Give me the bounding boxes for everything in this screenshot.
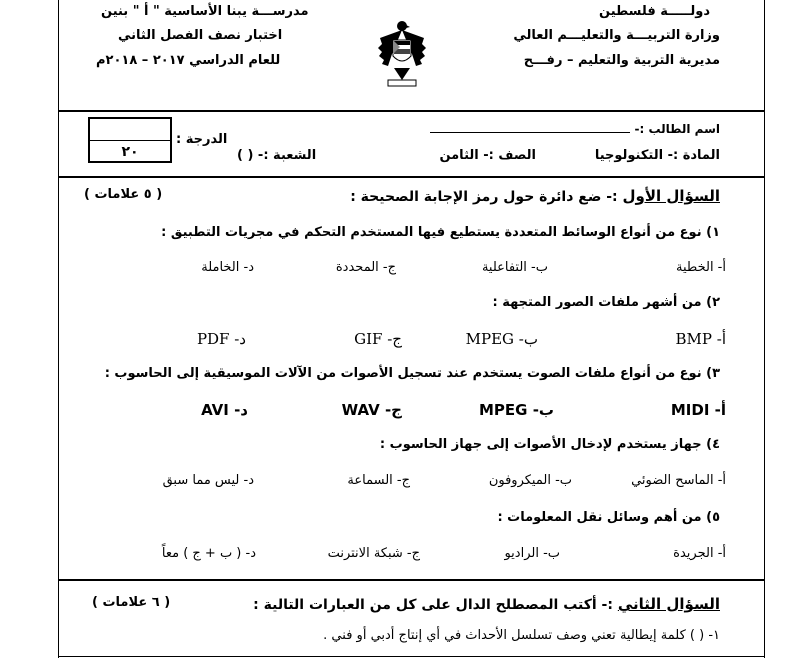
q4-option-d[interactable]: د- ليس مما سبق [162,473,254,488]
q3-option-a[interactable] [671,400,726,419]
question-1: ١) نوع من أنواع الوسائط المتعددة يستطيع فيها المستخدم التحكم في مجريات التطبيق : [161,225,720,240]
q3-option-b-text: ب- MPEG [478,401,554,419]
q2-option-a[interactable] [676,329,727,348]
q3-option-d-text: د- AVI [201,401,248,419]
section-divider [58,579,765,581]
q3-option-c[interactable] [342,400,402,419]
s2-item-1-number: ١- [708,628,720,643]
q5-option-c[interactable]: ج- شبكة الانترنت [327,546,420,561]
q5-option-d[interactable]: د- ( ب + ج ) معاً [161,546,256,561]
student-name-field[interactable] [430,132,630,133]
question-5: ٥) من أهم وسائل نقل المعلومات : [497,510,720,525]
score-divider [90,140,170,141]
section-label: الشعبة :- ( ) [237,148,317,163]
section2-title-main: السؤال الثاني [617,595,720,613]
question-2: ٢) من أشهر ملفات الصور المتجهة : [492,295,720,310]
q3-option-b[interactable] [479,400,554,419]
q1-option-b[interactable]: ب- التفاعلية [481,260,548,275]
grade-level-label: الصف :- الثامن [439,148,536,163]
directorate-name: مديرية التربية والتعليم – رفـــح [523,53,720,68]
q2-option-d[interactable] [197,329,246,348]
subject-label: المادة :- التكنولوجيا [594,148,720,163]
q2-option-a-text: أ- BMP [675,330,726,348]
q1-option-c[interactable]: ج- المحددة [335,260,396,275]
student-name-row [430,122,720,136]
q3-option-a-text: أ- MIDI [670,401,726,419]
q2-option-c[interactable] [354,329,402,348]
section1-title-main: السؤال الأول [622,187,720,205]
q2-option-b-text: ب- MPEG [465,330,538,348]
ministry-name: وزارة التربيـــة والتعليـــم العالي [513,28,720,43]
score-label: الدرجة : [176,132,228,147]
q4-option-a[interactable]: أ- الماسح الضوئي [631,473,726,488]
q1-option-a[interactable]: أ- الخطية [676,260,726,275]
s2-item-1-text: ( ) كلمة إيطالية تعني وصف تسلسل الأحداث في أي إنتاج أدبي أو فني . [323,628,705,643]
country-name: دولـــــة فلسطين [599,4,710,19]
academic-year: للعام الدراسي ٢٠١٧ – ٢٠١٨م [96,53,281,68]
exam-title: اختبار نصف الفصل الثاني [118,28,283,43]
section2-title [253,595,720,613]
q4-option-c[interactable]: ج- السماعة [347,473,410,488]
q2-option-d-text: د- PDF [196,330,246,348]
info-divider [58,176,765,178]
score-box [88,117,172,163]
section2-title-rest: :- أكتب المصطلح الدال على كل من العبارات التالية : [253,597,618,613]
score-total: ٢٠ [121,144,139,160]
bottom-line [58,656,765,657]
q2-option-c-text: ج- GIF [354,330,402,348]
question-3: ٣) نوع من أنواع ملفات الصوت يستخدم عند تسجيل الأصوات من الآلات الموسيقية إلى الحاسوب : [104,366,720,381]
q3-option-d[interactable] [201,400,248,419]
q4-option-b[interactable]: ب- الميكروفون [488,473,572,488]
q5-option-b[interactable]: ب- الراديو [504,546,560,561]
question-4: ٤) جهاز يستخدم لإدخال الأصوات إلى جهاز الحاسوب : [379,437,720,452]
section1-title-rest: :- ضع دائرة حول رمز الإجابة الصحيحة : [350,189,623,205]
q3-option-c-text: ج- WAV [341,401,402,419]
palestine-eagle-emblem-icon [376,16,428,90]
section1-title [350,187,720,205]
student-name-label: اسم الطالب :- [630,122,720,136]
q5-option-a[interactable]: أ- الجريدة [673,546,726,561]
section2-marks: ( ٦ علامات ) [92,595,171,610]
q2-option-b[interactable] [466,329,538,348]
school-name: مدرســـة يبنا الأساسية " أ " بنين [101,4,309,19]
s2-item-1 [323,628,720,643]
section1-marks: ( ٥ علامات ) [84,187,163,202]
header-divider [58,110,765,112]
q1-option-d[interactable]: د- الخاملة [201,260,254,275]
